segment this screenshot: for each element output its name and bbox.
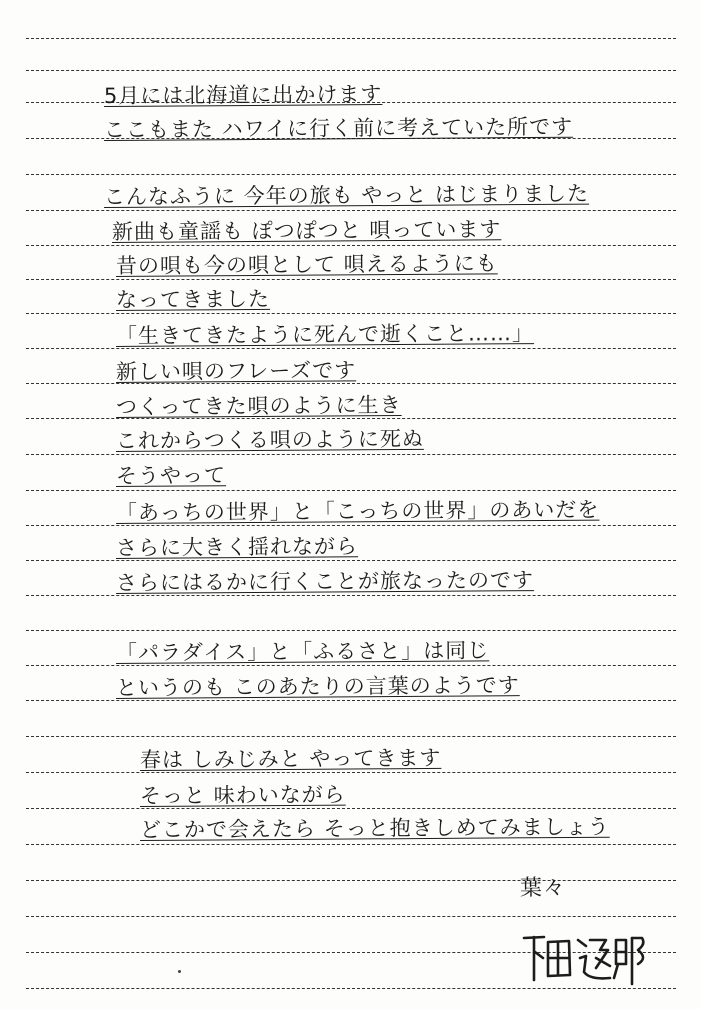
ruled-line [26,525,676,526]
letter-line: 新曲も童謡も ぽつぽつと 唄っています [111,217,502,244]
letter-line: なってきました [115,286,271,312]
ruled-line [26,808,676,809]
ruled-line [26,630,676,631]
handwritten-signature [520,928,650,988]
ruled-line [26,38,676,39]
letter-line: 「生きてきたように死んで逝くこと……」 [115,321,535,348]
ruled-line [26,700,676,701]
ruled-line [26,736,676,737]
ruled-line [26,348,676,349]
ruled-line [26,245,676,246]
letter-line: そっと 味わいながら [139,782,346,808]
ruled-line [26,454,676,455]
letter-line: 昔の唄も今の唄として 唄えるようにも [115,251,498,278]
ruled-line [26,560,676,561]
letter-line: どこかで会えたら そっと抱きしめてみましょう [139,814,610,842]
letter-line: 「あっちの世界」と「こっちの世界」のあいだを [115,497,600,525]
letter-line: 5月には北海道に出かけます [103,82,383,108]
letter-line: これからつくる唄のように死ぬ [115,426,424,453]
ruled-line [26,988,676,989]
letter-line: 春は しみじみと やってきます [139,745,442,772]
ruled-line [26,490,676,491]
closing-text: 葉々 [519,875,567,901]
letter-line: ここもまた ハワイに行く前に考えていた所です [103,114,574,142]
ruled-line [26,595,676,596]
ink-dot [178,970,181,973]
letter-line: さらに大きく揺れながら [115,534,359,560]
ruled-line [26,279,676,280]
ruled-line [26,174,676,175]
ruled-line [26,772,676,773]
ruled-line [26,880,676,881]
ruled-line [26,210,676,211]
letter-line: というのも このあたりの言葉のようです [115,673,520,700]
letter-line: そうやって [115,463,227,488]
letter-line: さらにはるかに行くことが旅なったのです [115,568,535,595]
letter-line: 「パラダイス」と「ふるさと」は同じ [115,638,490,665]
letter-line: つくってきた唄のように生き [115,393,402,419]
ruled-line [26,844,676,845]
ruled-line [26,916,676,917]
letter-line: こんなふうに 今年の旅も やっと はじまりました [103,181,590,209]
ruled-line [26,70,676,71]
letter-line: 新しい唄のフレーズです [115,358,357,384]
ruled-line [26,313,676,314]
ruled-line [26,665,676,666]
